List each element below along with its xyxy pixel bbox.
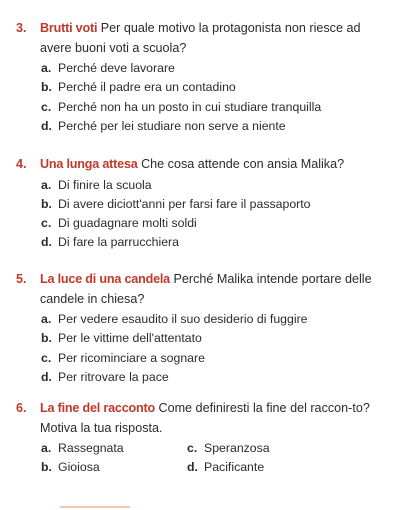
- option-5c: [0, 349, 401, 368]
- option-text: Gioiosa: [58, 460, 100, 475]
- option-text: Per le vittime dell'attentato: [58, 331, 202, 346]
- question-3: [0, 19, 401, 136]
- option-letter: c.: [187, 441, 198, 455]
- option-text: Per ricominciare a sognare: [58, 350, 205, 365]
- option-letter: b.: [41, 80, 52, 95]
- option-text: Perché per lei studiare non serve a niente: [58, 118, 286, 133]
- option-letter: b.: [41, 331, 52, 346]
- option-letter: d.: [41, 118, 52, 133]
- option-3a: [0, 59, 401, 78]
- question-title: Una lunga attesa: [40, 157, 138, 171]
- option-3c: [0, 98, 401, 117]
- option-letter: c.: [41, 350, 52, 365]
- question-number: 5.: [16, 272, 27, 286]
- option-6c: [187, 439, 374, 458]
- rule-line: [60, 506, 130, 508]
- question-5-prompt: [0, 270, 401, 309]
- option-5b: [0, 329, 401, 348]
- question-text: Per quale motivo la protagonista non riesce ad avere buoni voti a scuola?: [40, 21, 361, 55]
- question-text: Che cosa attende con ansia Malika?: [137, 157, 345, 171]
- option-6a: [0, 439, 187, 458]
- option-5d: [0, 368, 401, 387]
- option-letter: c.: [41, 216, 52, 231]
- option-letter: a.: [41, 441, 52, 455]
- question-3-prompt: [0, 19, 401, 58]
- option-text: Di fare la parrucchiera: [58, 235, 179, 250]
- option-text: Perché deve lavorare: [58, 61, 175, 75]
- option-4b: [0, 195, 401, 214]
- option-5a: [0, 310, 401, 329]
- option-6d: [187, 458, 374, 477]
- option-text: Di guadagnare molti soldi: [58, 216, 197, 231]
- question-4-prompt: [0, 155, 401, 175]
- question-6-prompt: [0, 399, 401, 438]
- question-5: [0, 270, 401, 387]
- option-letter: a.: [41, 61, 52, 75]
- option-text: Per vedere esaudito il suo desiderio di fuggire: [58, 312, 308, 326]
- option-4c: [0, 214, 401, 233]
- option-letter: a.: [41, 312, 52, 326]
- question-number: 6.: [16, 401, 27, 415]
- question-6: [0, 399, 401, 478]
- question-title: La luce di una candela: [40, 272, 170, 286]
- option-letter: c.: [41, 99, 52, 114]
- question-text: Come definiresti la fine del raccon-to? Motiva la tua risposta.: [40, 401, 370, 435]
- option-4d: [0, 233, 401, 252]
- question-4: [0, 155, 401, 253]
- option-letter: a.: [41, 177, 52, 192]
- option-text: Di avere diciott'anni per farsi fare il passaporto: [58, 196, 311, 211]
- option-text: Speranzosa: [204, 441, 270, 455]
- option-text: Perché il padre era un contadino: [58, 80, 236, 95]
- option-text: Per ritrovare la pace: [58, 369, 169, 384]
- option-4a: [0, 176, 401, 195]
- option-text: Di finire la scuola: [58, 177, 152, 192]
- question-text: Perché Malika intende portare delle candele in chiesa?: [40, 272, 372, 306]
- question-title: Brutti voti: [40, 21, 98, 35]
- option-text: Pacificante: [204, 460, 265, 475]
- question-number: 4.: [16, 157, 27, 171]
- option-letter: d.: [41, 235, 52, 250]
- option-text: Rassegnata: [58, 441, 124, 455]
- option-3b: [0, 78, 401, 97]
- option-letter: d.: [187, 460, 198, 475]
- question-title: La fine del racconto: [40, 401, 155, 415]
- option-6b: [0, 458, 187, 477]
- question-number: 3.: [16, 21, 27, 35]
- page-bottom-rule: [0, 500, 401, 510]
- option-letter: b.: [41, 460, 52, 475]
- option-letter: b.: [41, 196, 52, 211]
- option-letter: d.: [41, 369, 52, 384]
- option-3d: [0, 117, 401, 136]
- option-text: Perché non ha un posto in cui studiare tranquilla: [58, 99, 322, 114]
